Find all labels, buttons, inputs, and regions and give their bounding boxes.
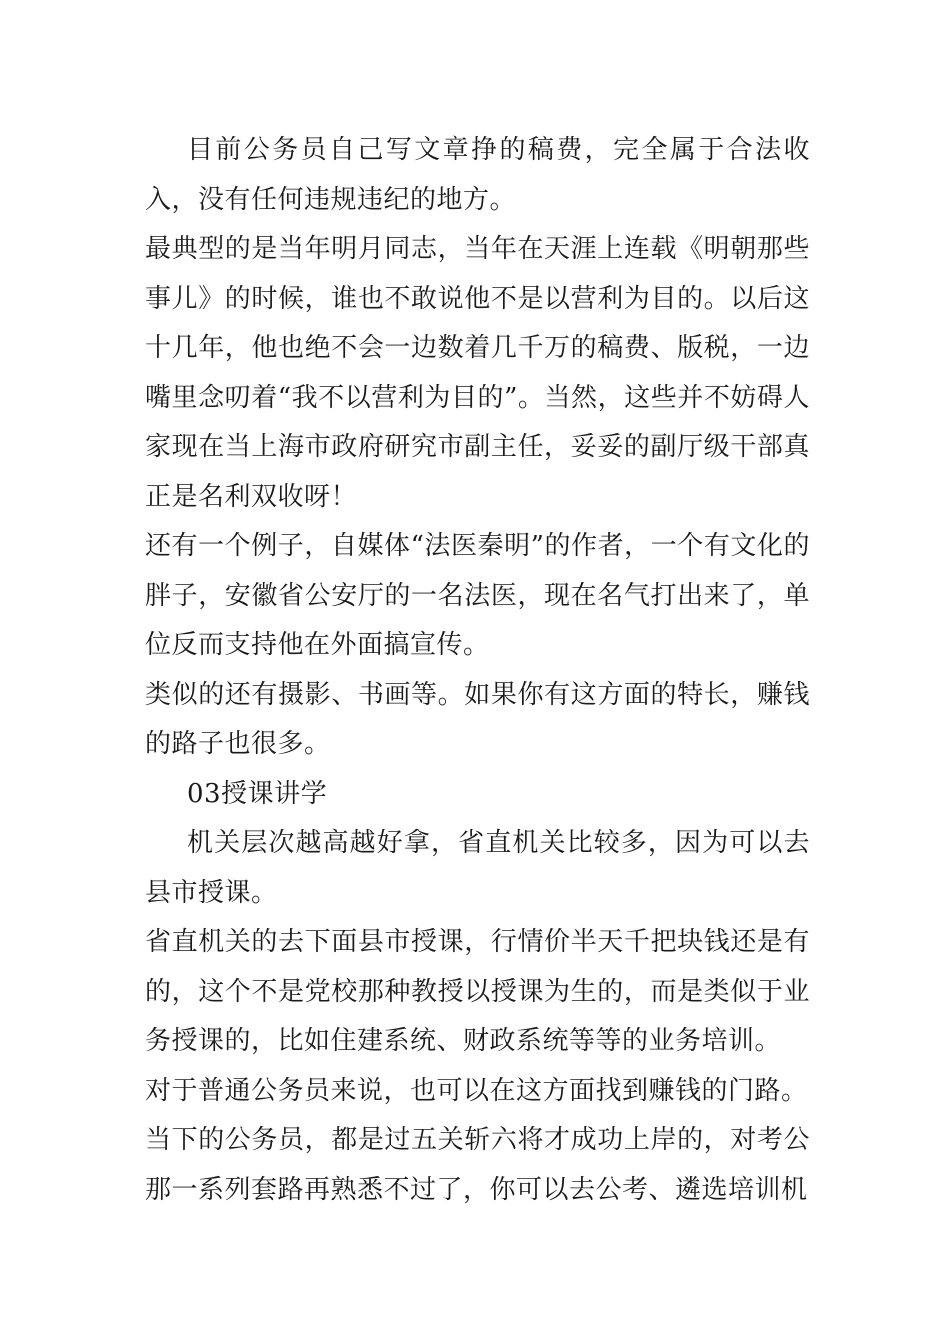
paragraph-writing-income: 目前公务员自己写文章挣的稿费，完全属于合法收入，没有任何违规违纪的地方。: [145, 135, 810, 215]
paragraph-teaching-intro: 机关层次越高越好拿，省直机关比较多，因为可以去县市授课。: [145, 828, 810, 908]
section-heading-teaching: 03授课讲学: [187, 778, 328, 809]
paragraph-example-mingyue: 最典型的是当年明月同志，当年在天涯上连载《明朝那些事儿》的时候，谁也不敢说他不是以营利为目的。以后这十几年，他也绝不会一边数着几千万的稿费、版税，一边嘴里念叨着“我不以营利为目的”。当然，这些并不妨碍人家现在当上海市政府研究市副主任，妥妥的副厅级干部真正是名利双收呀！: [145, 234, 810, 512]
paragraph-teaching-rates: 省直机关的去下面县市授课，行情价半天千把块钱还是有的，这个不是党校那种教授以授课为生的，而是类似于业务授课的，比如住建系统、财政系统等等的业务培训。: [145, 927, 810, 1056]
document-body: [145, 126, 810, 1215]
paragraph-photography: 类似的还有摄影、书画等。如果你有这方面的特长，赚钱的路子也很多。: [145, 679, 810, 759]
paragraph-ordinary-staff: 对于普通公务员来说，也可以在这方面找到赚钱的门路。: [145, 1075, 808, 1106]
paragraph-exam-training: 当下的公务员，都是过五关斩六将才成功上岸的，对考公那一系列套路再熟悉不过了，你可以去公考、遴选培训机: [145, 1125, 810, 1205]
paragraph-example-qinming: 还有一个例子，自媒体“法医秦明”的作者，一个有文化的胖子，安徽省公安厅的一名法医，现在名气打出来了，单位反而支持他在外面搞宣传。: [145, 531, 810, 660]
